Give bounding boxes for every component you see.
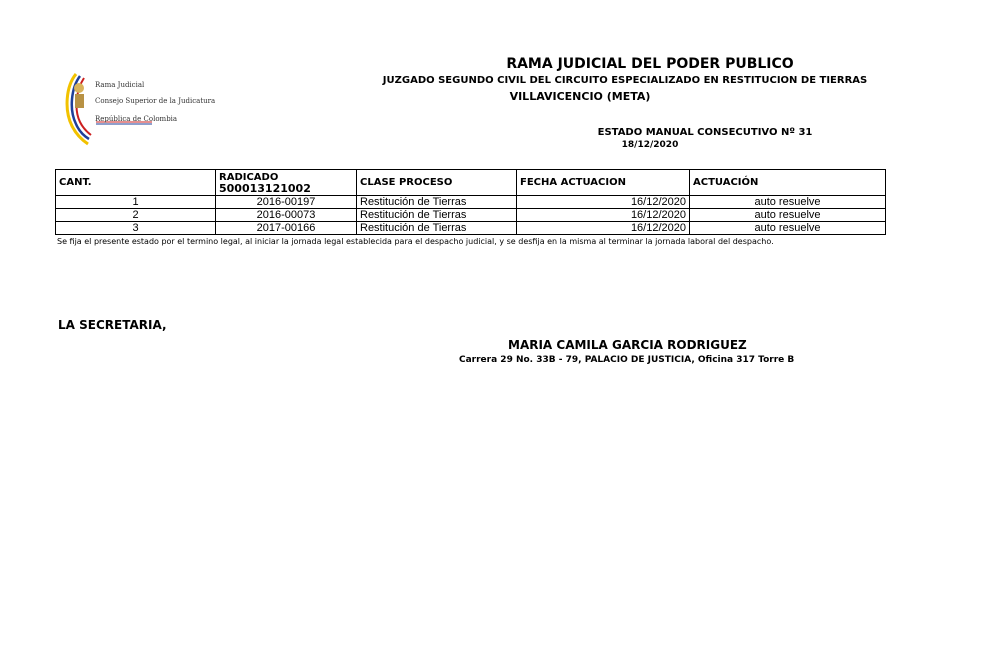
header-radicado-line1: RADICADO (219, 171, 279, 183)
logo-line-3: República de Colombia (95, 115, 178, 123)
secretaria-label: LA SECRETARIA, (58, 318, 167, 332)
header-radicado (216, 170, 357, 196)
court-name: JUZGADO SEGUNDO CIVIL DEL CIRCUITO ESPECIALIZADO EN RESTITUCION DE TIERRAS (382, 75, 868, 86)
logo-line-2: Consejo Superior de la Judicatura (95, 97, 216, 105)
table-row (56, 222, 886, 235)
cell-actuacion: auto resuelve (690, 209, 886, 222)
cell-fecha: 16/12/2020 (517, 222, 690, 235)
logo-line-1: Rama Judicial (95, 81, 145, 89)
cell-actuacion: auto resuelve (690, 222, 886, 235)
header-clase: CLASE PROCESO (357, 170, 517, 196)
cell-cant: 2 (56, 209, 216, 222)
cell-radicado: 2016-00197 (216, 196, 357, 209)
cell-radicado: 2017-00166 (216, 222, 357, 235)
cell-clase: Restitución de Tierras (357, 209, 517, 222)
cell-fecha: 16/12/2020 (517, 209, 690, 222)
legal-note: Se fija el presente estado por el termino legal, al iniciar la jornada legal establecida para el despacho judicial, y se desfija en la misma al terminar la jornada laboral del despacho. (57, 237, 774, 246)
cell-fecha: 16/12/2020 (517, 196, 690, 209)
header-fecha: FECHA ACTUACION (517, 170, 690, 196)
colombia-emblem-icon (62, 66, 162, 148)
office-address: Carrera 29 No. 33B - 79, PALACIO DE JUSTICIA, Oficina 317 Torre B (459, 355, 795, 365)
cell-clase: Restitución de Tierras (357, 222, 517, 235)
secretary-name: MARIA CAMILA GARCIA RODRIGUEZ (508, 338, 747, 352)
rama-judicial-logo (62, 66, 216, 148)
header-actuacion: ACTUACIÓN (690, 170, 886, 196)
estado-date: 18/12/2020 (621, 140, 679, 150)
header-cant: CANT. (56, 170, 216, 196)
cell-clase: Restitución de Tierras (357, 196, 517, 209)
table-row (56, 209, 886, 222)
cell-radicado: 2016-00073 (216, 209, 357, 222)
estado-title: ESTADO MANUAL CONSECUTIVO Nº 31 (597, 127, 813, 138)
estado-table (55, 169, 886, 235)
cell-cant: 3 (56, 222, 216, 235)
header-radicado-line2: 500013121002 (219, 181, 311, 195)
table-row (56, 196, 886, 209)
cell-cant: 1 (56, 196, 216, 209)
city-name: VILLAVICENCIO (META) (509, 90, 651, 103)
table-header-row (56, 170, 886, 196)
cell-actuacion: auto resuelve (690, 196, 886, 209)
page-title: RAMA JUDICIAL DEL PODER PUBLICO (506, 56, 794, 72)
